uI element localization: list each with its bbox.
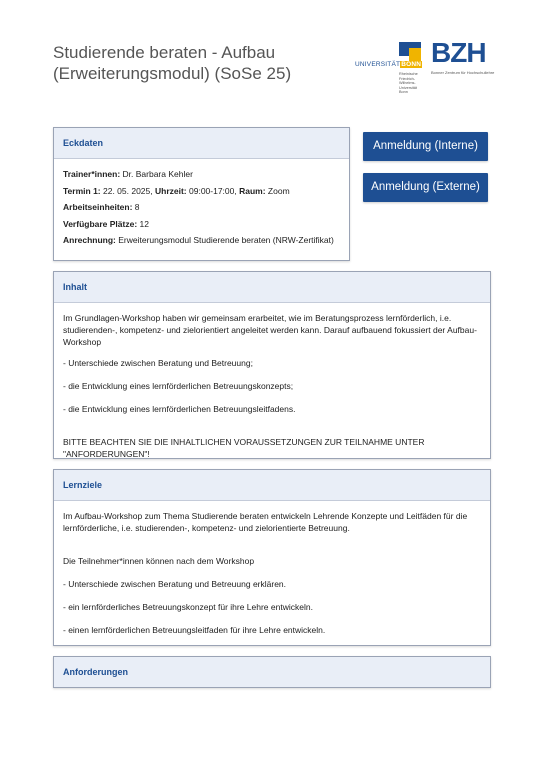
anrechnung-row [63, 234, 340, 251]
trainer-row [63, 168, 340, 185]
arbeitseinheiten-value: 8 [132, 202, 140, 212]
bzh-logo [431, 38, 495, 94]
eckdaten-heading: Eckdaten [54, 128, 349, 159]
arbeitseinheiten-row [63, 201, 340, 218]
uhrzeit-label: Uhrzeit: [155, 185, 187, 196]
inhalt-heading: Inhalt [54, 272, 490, 303]
logo-group [355, 38, 495, 98]
anforderungen-heading: Anforderungen [54, 657, 490, 687]
university-logo-text: UNIVERSITÄTBONN [355, 61, 422, 68]
inhalt-item-2: - die Entwicklung eines lernförderlichen Betreuungskonzepts; [63, 381, 294, 391]
lernziele-item-1: - Unterschiede zwischen Beratung und Betreuung erklären. [63, 579, 287, 589]
register-internal-button[interactable]: Anmeldung (Interne) [363, 132, 488, 161]
anrechnung-label: Anrechnung: [63, 235, 116, 245]
termin-value: 22. 05. 2025, [100, 185, 155, 196]
termin-label: Termin 1: [63, 185, 101, 196]
anforderungen-panel [53, 656, 491, 688]
lernziele-panel [53, 469, 491, 646]
trainer-label: Trainer*innen: [63, 169, 121, 179]
raum-label: Raum: [239, 185, 266, 196]
inhalt-intro: Im Grundlagen-Workshop haben wir gemeinsam erarbeitet, wie im Beratungsprozess lernförderlich, i.e. studierenden-, kompetenz- und zielorientiert angeleitet werden kann. Darauf aufbauend fokussiert der Aufbau-Workshop [63, 313, 477, 347]
inhalt-item-3: - die Entwicklung eines lernförderlichen Betreuungsleitfadens. [63, 404, 296, 414]
lernziele-lead: Die Teilnehmer*innen können nach dem Workshop [63, 556, 255, 566]
inhalt-panel [53, 271, 491, 459]
plaetze-value: 12 [137, 218, 149, 229]
lernziele-item-2: - ein lernförderliches Betreuungskonzept für ihre Lehre entwickeln. [63, 602, 313, 612]
bzh-logo-text: BZH [431, 37, 486, 68]
university-logo-highlight: BONN [401, 61, 422, 68]
register-external-button[interactable]: Anmeldung (Externe) [363, 173, 488, 202]
page-title: Studierende beraten - Aufbau (Erweiterungsmodul) (SoSe 25) [53, 43, 292, 83]
termin-row [63, 185, 340, 202]
lernziele-item-3: - einen lernförderlichen Betreuungsleitfaden für ihre Lehre entwickeln. [63, 625, 326, 635]
plaetze-label: Verfügbare Plätze: [63, 218, 138, 229]
anrechnung-value: Erweiterungsmodul Studierende beraten (NRW-Zertifikat) [115, 235, 334, 245]
lernziele-intro: Im Aufbau-Workshop zum Thema Studierende beraten entwickeln Lehrende Konzepte und Leitfäden für die lernförderliche, i.e. studierenden-, kompetenz- und zielorientierte Betreuung. [63, 511, 468, 533]
inhalt-note: BITTE BEACHTEN SIE DIE INHALTLICHEN VORAUSSETZUNGEN ZUR TEILNAHME UNTER "ANFORDERUNGEN"! [63, 437, 425, 459]
eckdaten-panel [53, 127, 350, 261]
plaetze-row [63, 218, 340, 235]
uhrzeit-value: 09:00-17:00, [186, 185, 240, 196]
bzh-logo-subtext: Bonner Zentrum für Hochschullehre [431, 70, 495, 75]
trainer-value: Dr. Barbara Kehler [120, 169, 193, 179]
lernziele-heading: Lernziele [54, 470, 490, 501]
inhalt-item-1: - Unterschiede zwischen Beratung und Betreuung; [63, 358, 253, 368]
arbeitseinheiten-label: Arbeitseinheiten: [63, 202, 133, 212]
raum-value: Zoom [265, 185, 290, 196]
university-bonn-logo [355, 42, 423, 95]
university-logo-subtext: Rheinische Friedrich-Wilhelms-Universität Bonn [399, 72, 418, 95]
